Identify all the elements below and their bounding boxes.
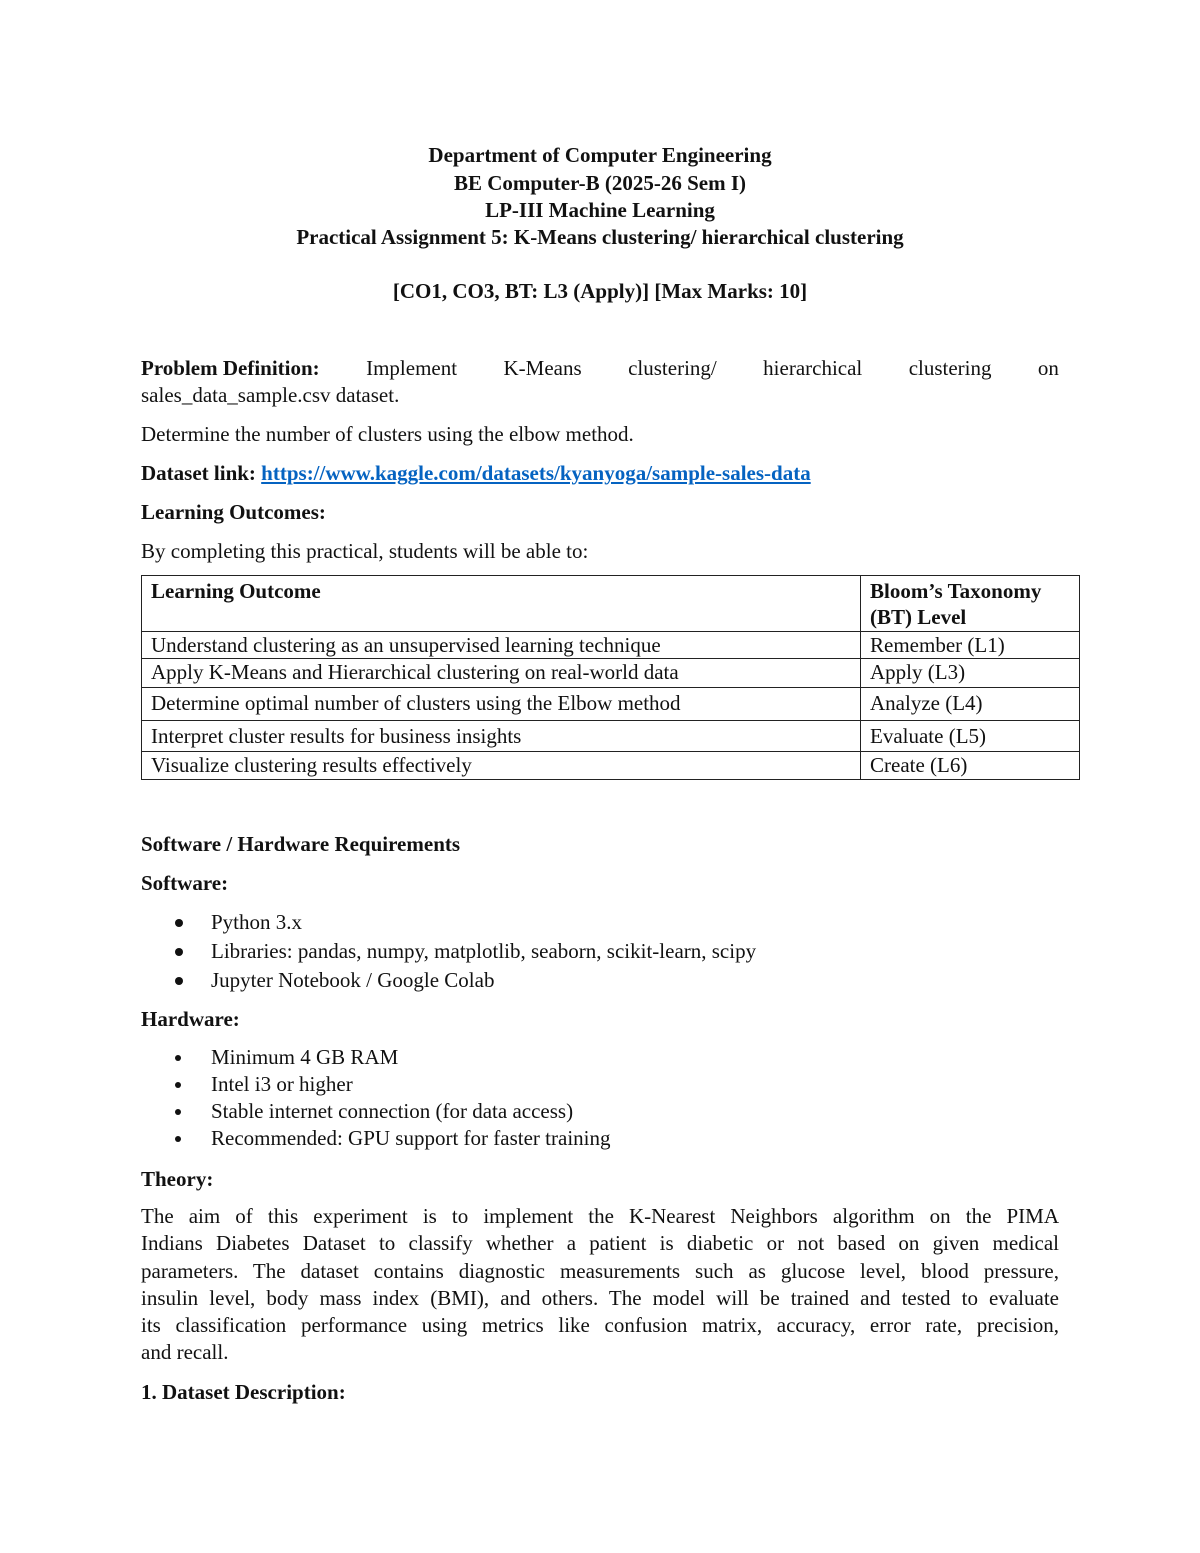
problem-word: K-Means [503, 356, 582, 380]
list-item: Python 3.x [141, 908, 1059, 937]
table-cell-outcome: Interpret cluster results for business insights [142, 721, 861, 752]
theory-line: insulin level, body mass index (BMI), and others. The model will be trained and tested to evaluate [141, 1285, 1059, 1310]
problem-word: hierarchical [763, 356, 863, 380]
marks-line: [CO1, CO3, BT: L3 (Apply)] [Max Marks: 10] [392, 279, 808, 303]
list-item: Stable internet connection (for data access) [141, 1098, 1059, 1125]
bullet-icon [175, 948, 183, 956]
theory-line: and recall. [141, 1340, 229, 1365]
table-row [142, 659, 1080, 688]
learning-outcomes-intro: By completing this practical, students will be able to: [141, 539, 589, 563]
table-row [142, 688, 1080, 721]
table-cell-level: Create (L6) [861, 752, 1080, 780]
course-title: BE Computer-B (2025-26 Sem I) [453, 171, 747, 195]
table-cell-level: Apply (L3) [861, 659, 1080, 688]
software-list [141, 908, 1059, 995]
theory-heading: Theory: [141, 1167, 214, 1191]
requirements-heading: Software / Hardware Requirements [141, 832, 461, 856]
table-cell-outcome: Visualize clustering results effectively [142, 752, 861, 780]
table-cell-outcome: Understand clustering as an unsupervised learning technique [142, 632, 861, 659]
table-header-outcome: Learning Outcome [142, 576, 861, 632]
table-cell-outcome: Determine optimal number of clusters using the Elbow method [142, 688, 861, 721]
list-item: Minimum 4 GB RAM [141, 1044, 1059, 1071]
hardware-list [141, 1044, 1059, 1152]
list-item: Intel i3 or higher [141, 1071, 1059, 1098]
bullet-icon [175, 1136, 181, 1142]
list-item: Recommended: GPU support for faster training [141, 1125, 1059, 1152]
department-title: Department of Computer Engineering [428, 143, 772, 167]
problem-label: Problem Definition: [141, 356, 320, 380]
bullet-icon [175, 977, 183, 985]
dataset-link[interactable]: https://www.kaggle.com/datasets/kyanyoga/sample-sales-data [261, 461, 811, 485]
dataset-link-line [141, 459, 1059, 487]
list-item: Jupyter Notebook / Google Colab [141, 966, 1059, 995]
table-header-row [142, 576, 1080, 632]
table-row [142, 632, 1080, 659]
dataset-description-heading: 1. Dataset Description: [141, 1380, 346, 1404]
learning-outcomes-heading: Learning Outcomes: [141, 500, 326, 524]
assignment-title: Practical Assignment 5: K-Means clustering/ hierarchical clustering [296, 225, 904, 249]
bullet-icon [175, 1082, 181, 1088]
problem-definition-line1 [141, 354, 1059, 382]
learning-outcomes-table [141, 575, 1080, 780]
subject-title: LP-III Machine Learning [485, 198, 715, 222]
bullet-icon [175, 1055, 181, 1061]
table-cell-level: Remember (L1) [861, 632, 1080, 659]
bullet-icon [175, 919, 183, 927]
elbow-instruction: Determine the number of clusters using the elbow method. [141, 422, 634, 446]
table-cell-level: Analyze (L4) [861, 688, 1080, 721]
problem-word: clustering [908, 356, 992, 380]
problem-word: on [1037, 356, 1059, 380]
theory-paragraph [141, 1203, 1059, 1367]
theory-line: its classification performance using metrics like confusion matrix, accuracy, error rate, precision, [141, 1313, 1059, 1338]
dataset-label: Dataset link: [141, 461, 256, 485]
table-row [142, 721, 1080, 752]
table-cell-level: Evaluate (L5) [861, 721, 1080, 752]
hardware-label: Hardware: [141, 1007, 240, 1031]
table-row [142, 752, 1080, 780]
problem-word: clustering/ [628, 356, 717, 380]
theory-line: The aim of this experiment is to implement the K-Nearest Neighbors algorithm on the PIMA [141, 1204, 1059, 1228]
problem-word: Implement [366, 356, 458, 380]
table-cell-outcome: Apply K-Means and Hierarchical clustering on real-world data [142, 659, 861, 688]
bullet-icon [175, 1109, 181, 1115]
software-label: Software: [141, 871, 229, 895]
theory-line: parameters. The dataset contains diagnostic measurements such as glucose level, blood pressure, [141, 1258, 1059, 1283]
table-header-bt-level: Bloom’s Taxonomy (BT) Level [861, 576, 1080, 632]
problem-definition-line2: sales_data_sample.csv dataset. [141, 383, 400, 407]
list-item: Libraries: pandas, numpy, matplotlib, seaborn, scikit-learn, scipy [141, 937, 1059, 966]
theory-line: Indians Diabetes Dataset to classify whether a patient is diabetic or not based on given medical [141, 1231, 1059, 1256]
